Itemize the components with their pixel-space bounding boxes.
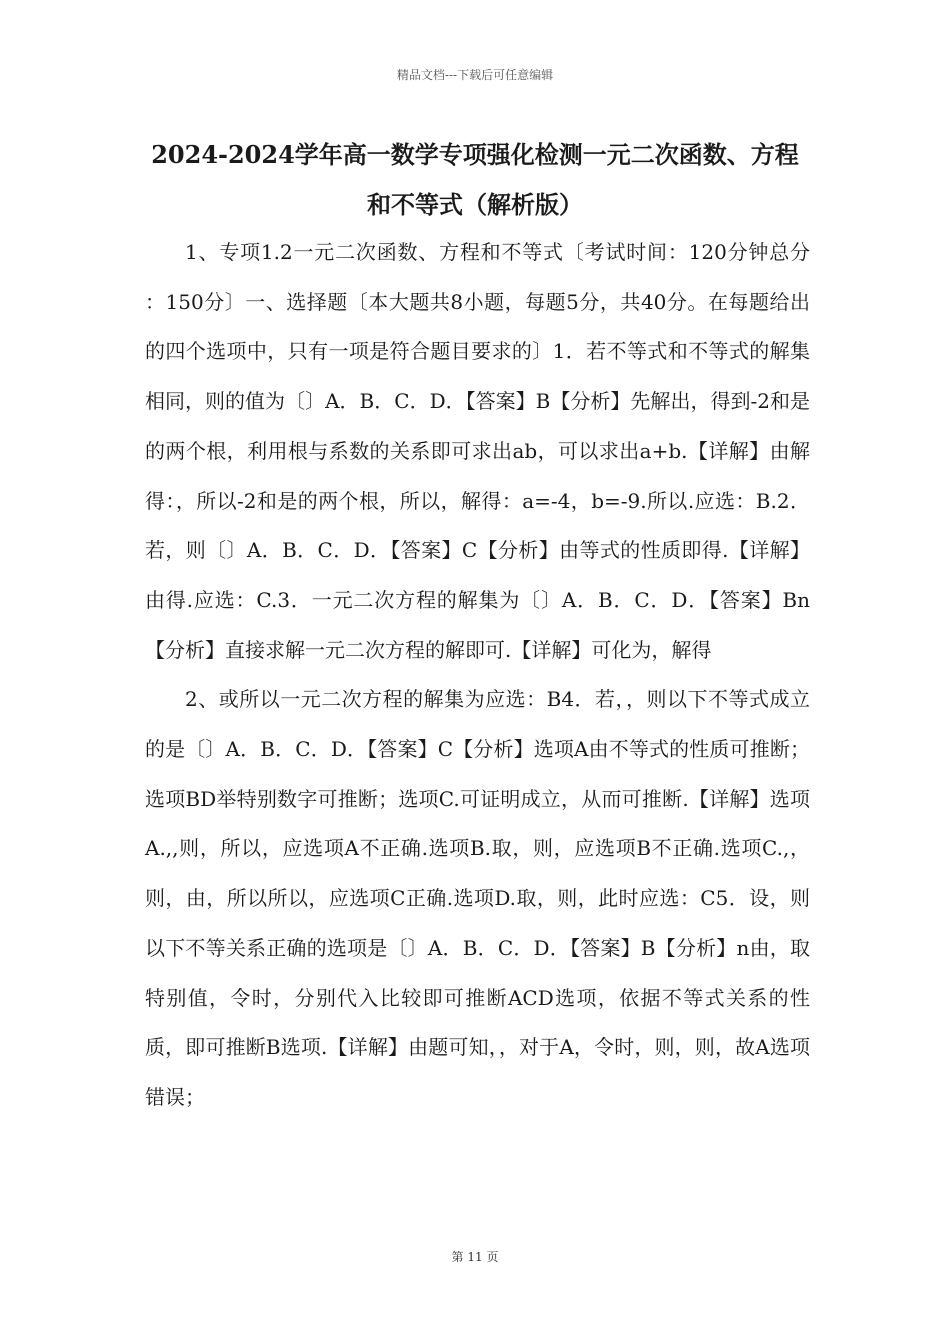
page-number: 第 11 页 [451, 1250, 499, 1264]
document-title: 2024-2024学年高一数学专项强化检测一元二次函数、方程和不等式（解析版） [151, 140, 799, 219]
paragraph-1: 1、专项1.2一元二次函数、方程和不等式〔考试时间：120分钟总分 ：150分〕一、选择题〔本大题共8小题，每题5分，共40分。在每题给出的四个选项中，只有一项是符合题目要求的〕1．若不等式和不等式的解集相同，则的值为〔〕A．B．C．D．【答案】B【分析】先解出，得到-2和是的两个根，利用根与系数的关系即可求出ab，可以求出a+b.【详解】由解得：，所以-2和是的两个根，所以，解得：a=-4，b=-9.所以.应选：B.2．若，则〔〕A．B．C．D．【答案】C【分析】由等式的性质即得.【详解】由得.应选：C.3．一元二次方程的解集为〔〕A．B．C．D．【答案】Bn【分析】直接求解一元二次方程的解即可.【详解】可化为，解得 [145, 240, 810, 662]
paragraph-2: 2、或所以一元二次方程的解集为应选：B4．若，，则以下不等式成立的是〔〕A．B．C．D．【答案】C【分析】选项A由不等式的性质可推断；选项BD举特别数字可推断；选项C.可证明成立，从而可推断.【详解】选项A.,,则，所以，应选项A不正确.选项B.取，则，应选项B不正确.选项C.,，则，由，所以所以，应选项C正确.选项D.取，则，此时应选：C5．设，则以下不等关系正确的选项是〔〕A．B．C．D．【答案】B【分析】n由，取特别值，令时，分别代入比较即可推断ACD选项，依据不等式关系的性质，即可推断B选项.【详解】由题可知，，对于A，令时，则，则，故A选项错误； [145, 687, 810, 1109]
document-body [145, 228, 810, 1123]
page-header: 精品文档---下载后可任意编辑 [396, 68, 554, 82]
